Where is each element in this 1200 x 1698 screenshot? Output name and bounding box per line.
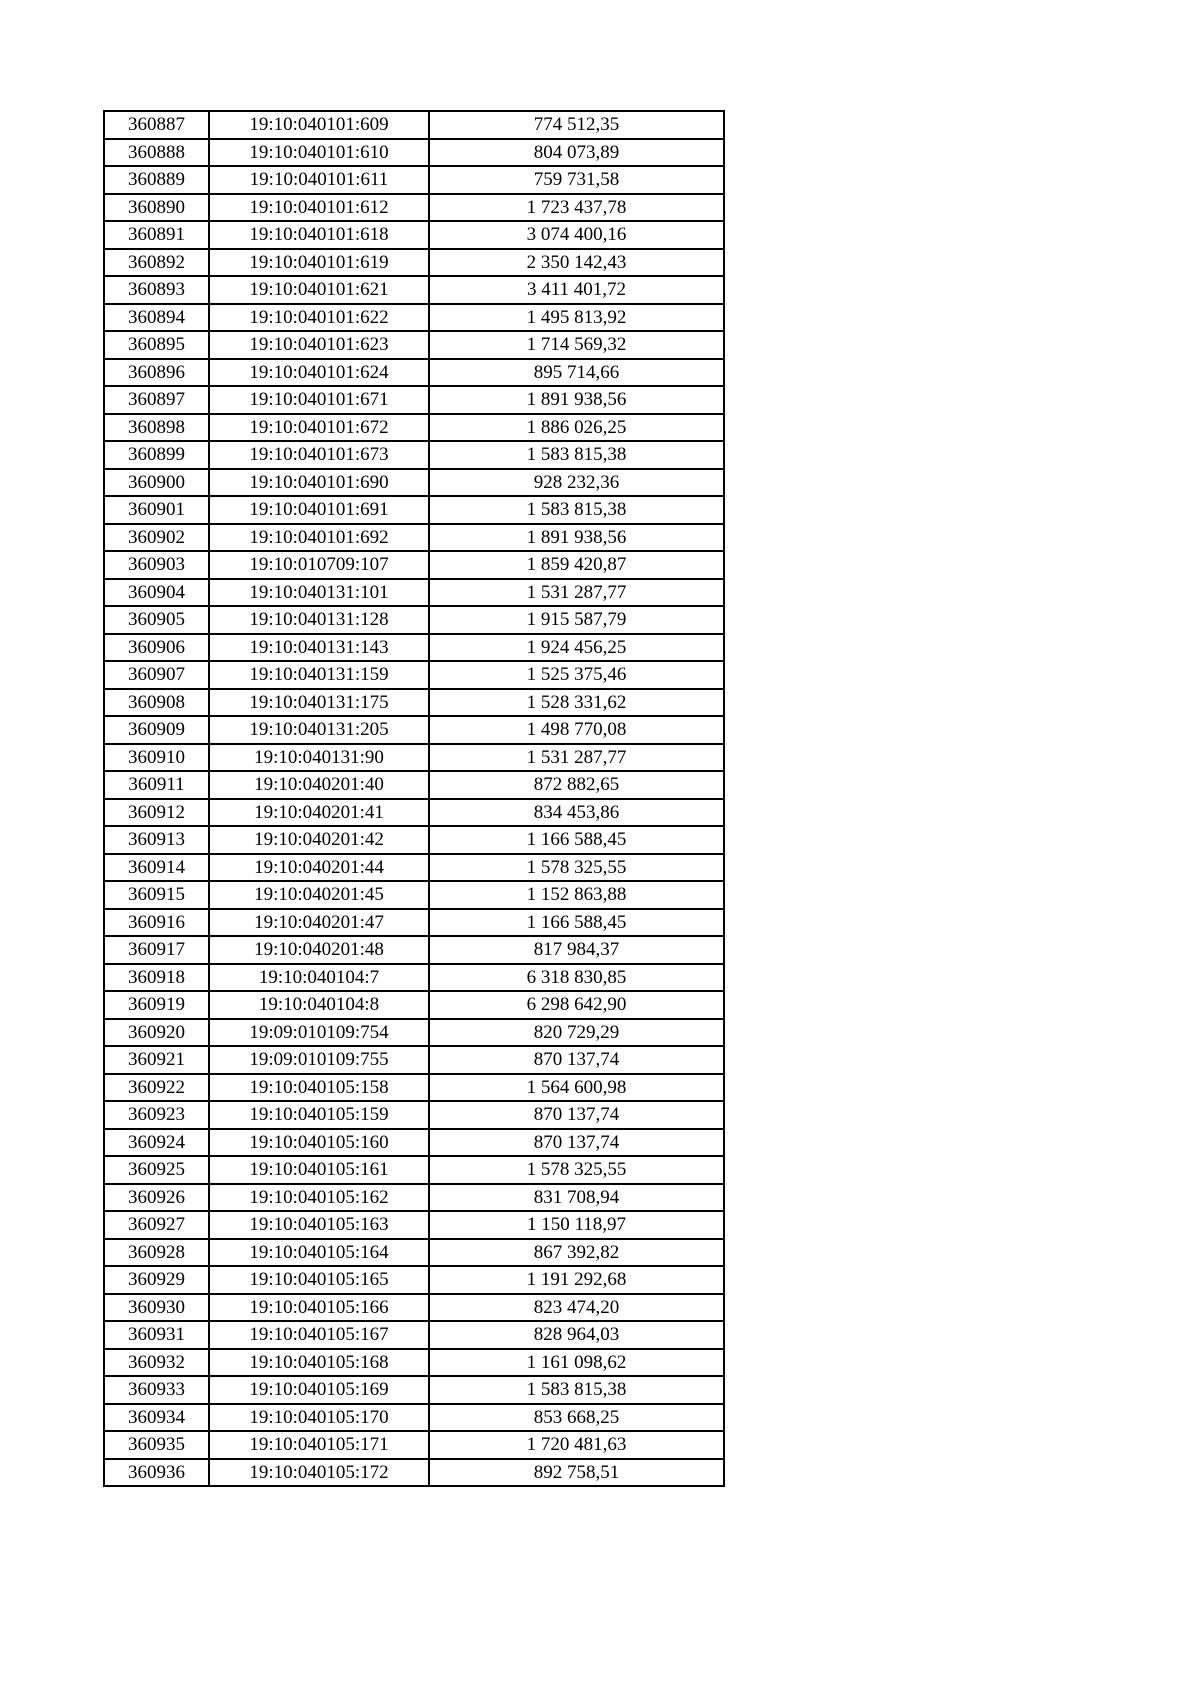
cadastral-value-cell: 928 232,36 xyxy=(429,469,724,497)
row-number-cell: 360900 xyxy=(104,469,209,497)
table-row xyxy=(104,469,724,497)
row-number-cell: 360912 xyxy=(104,799,209,827)
table-row xyxy=(104,1376,724,1404)
table-row xyxy=(104,496,724,524)
cadastral-number-cell: 19:10:040131:175 xyxy=(209,689,429,717)
table-row xyxy=(104,1074,724,1102)
cadastral-number-cell: 19:10:040131:159 xyxy=(209,661,429,689)
cadastral-value-cell: 1 495 813,92 xyxy=(429,304,724,332)
cadastral-number-cell: 19:10:040101:622 xyxy=(209,304,429,332)
cadastral-value-cell: 1 886 026,25 xyxy=(429,414,724,442)
table-row xyxy=(104,634,724,662)
row-number-cell: 360905 xyxy=(104,606,209,634)
table-row xyxy=(104,166,724,194)
row-number-cell: 360933 xyxy=(104,1376,209,1404)
cadastral-number-cell: 19:10:040201:47 xyxy=(209,909,429,937)
cadastral-value-cell: 1 583 815,38 xyxy=(429,496,724,524)
cadastral-value-cell: 3 411 401,72 xyxy=(429,276,724,304)
row-number-cell: 360889 xyxy=(104,166,209,194)
cadastral-number-cell: 19:10:040105:171 xyxy=(209,1431,429,1459)
cadastral-value-cell: 1 723 437,78 xyxy=(429,194,724,222)
cadastral-value-cell: 834 453,86 xyxy=(429,799,724,827)
cadastral-number-cell: 19:10:040104:8 xyxy=(209,991,429,1019)
row-number-cell: 360902 xyxy=(104,524,209,552)
cadastral-value-cell: 892 758,51 xyxy=(429,1459,724,1487)
table-row xyxy=(104,221,724,249)
cadastral-number-cell: 19:10:040101:671 xyxy=(209,386,429,414)
cadastral-value-cell: 828 964,03 xyxy=(429,1321,724,1349)
cadastral-number-cell: 19:10:040101:611 xyxy=(209,166,429,194)
cadastral-value-cell: 1 583 815,38 xyxy=(429,1376,724,1404)
row-number-cell: 360888 xyxy=(104,139,209,167)
table-row xyxy=(104,606,724,634)
row-number-cell: 360890 xyxy=(104,194,209,222)
cadastral-number-cell: 19:10:040105:161 xyxy=(209,1156,429,1184)
table-row xyxy=(104,111,724,139)
cadastral-number-cell: 19:10:040101:691 xyxy=(209,496,429,524)
row-number-cell: 360936 xyxy=(104,1459,209,1487)
cadastral-value-cell: 6 298 642,90 xyxy=(429,991,724,1019)
cadastral-number-cell: 19:10:040101:672 xyxy=(209,414,429,442)
row-number-cell: 360916 xyxy=(104,909,209,937)
table-row xyxy=(104,304,724,332)
cadastral-value-table xyxy=(103,110,725,1487)
row-number-cell: 360914 xyxy=(104,854,209,882)
table-row xyxy=(104,359,724,387)
cadastral-number-cell: 19:10:040105:172 xyxy=(209,1459,429,1487)
cadastral-value-cell: 6 318 830,85 xyxy=(429,964,724,992)
table-row xyxy=(104,826,724,854)
cadastral-value-cell: 1 152 863,88 xyxy=(429,881,724,909)
cadastral-number-cell: 19:10:040101:692 xyxy=(209,524,429,552)
cadastral-number-cell: 19:10:040101:673 xyxy=(209,441,429,469)
cadastral-value-cell: 1 915 587,79 xyxy=(429,606,724,634)
cadastral-value-cell: 1 564 600,98 xyxy=(429,1074,724,1102)
row-number-cell: 360930 xyxy=(104,1294,209,1322)
cadastral-number-cell: 19:10:040201:44 xyxy=(209,854,429,882)
table-row xyxy=(104,1046,724,1074)
row-number-cell: 360920 xyxy=(104,1019,209,1047)
table-row xyxy=(104,194,724,222)
cadastral-value-cell: 804 073,89 xyxy=(429,139,724,167)
table-row xyxy=(104,1129,724,1157)
row-number-cell: 360909 xyxy=(104,716,209,744)
cadastral-number-cell: 19:10:040101:623 xyxy=(209,331,429,359)
cadastral-number-cell: 19:10:040131:205 xyxy=(209,716,429,744)
cadastral-value-cell: 817 984,37 xyxy=(429,936,724,964)
row-number-cell: 360925 xyxy=(104,1156,209,1184)
cadastral-number-cell: 19:09:010109:754 xyxy=(209,1019,429,1047)
table-row xyxy=(104,551,724,579)
table-row xyxy=(104,1184,724,1212)
cadastral-number-cell: 19:10:040104:7 xyxy=(209,964,429,992)
row-number-cell: 360931 xyxy=(104,1321,209,1349)
table-row xyxy=(104,1404,724,1432)
cadastral-number-cell: 19:10:040105:158 xyxy=(209,1074,429,1102)
cadastral-number-cell: 19:10:040131:143 xyxy=(209,634,429,662)
row-number-cell: 360911 xyxy=(104,771,209,799)
row-number-cell: 360896 xyxy=(104,359,209,387)
cadastral-number-cell: 19:10:040101:624 xyxy=(209,359,429,387)
cadastral-number-cell: 19:10:040201:48 xyxy=(209,936,429,964)
row-number-cell: 360924 xyxy=(104,1129,209,1157)
table-row xyxy=(104,524,724,552)
cadastral-value-cell: 870 137,74 xyxy=(429,1046,724,1074)
row-number-cell: 360893 xyxy=(104,276,209,304)
row-number-cell: 360897 xyxy=(104,386,209,414)
row-number-cell: 360923 xyxy=(104,1101,209,1129)
cadastral-number-cell: 19:10:040101:618 xyxy=(209,221,429,249)
table-row xyxy=(104,441,724,469)
table-row xyxy=(104,881,724,909)
cadastral-value-cell: 870 137,74 xyxy=(429,1101,724,1129)
row-number-cell: 360928 xyxy=(104,1239,209,1267)
cadastral-number-cell: 19:10:040105:165 xyxy=(209,1266,429,1294)
cadastral-value-cell: 1 531 287,77 xyxy=(429,579,724,607)
table-row xyxy=(104,909,724,937)
cadastral-number-cell: 19:10:040201:42 xyxy=(209,826,429,854)
table-row xyxy=(104,1266,724,1294)
cadastral-value-cell: 820 729,29 xyxy=(429,1019,724,1047)
cadastral-number-cell: 19:10:040105:169 xyxy=(209,1376,429,1404)
cadastral-number-cell: 19:10:040105:162 xyxy=(209,1184,429,1212)
row-number-cell: 360917 xyxy=(104,936,209,964)
table-row xyxy=(104,1101,724,1129)
cadastral-number-cell: 19:10:040105:167 xyxy=(209,1321,429,1349)
table-row xyxy=(104,276,724,304)
row-number-cell: 360908 xyxy=(104,689,209,717)
cadastral-number-cell: 19:10:040105:168 xyxy=(209,1349,429,1377)
table-row xyxy=(104,1349,724,1377)
table-row xyxy=(104,964,724,992)
cadastral-number-cell: 19:10:040101:610 xyxy=(209,139,429,167)
table-row xyxy=(104,936,724,964)
row-number-cell: 360892 xyxy=(104,249,209,277)
row-number-cell: 360915 xyxy=(104,881,209,909)
cadastral-number-cell: 19:10:040105:160 xyxy=(209,1129,429,1157)
cadastral-value-cell: 1 531 287,77 xyxy=(429,744,724,772)
row-number-cell: 360904 xyxy=(104,579,209,607)
cadastral-value-cell: 1 720 481,63 xyxy=(429,1431,724,1459)
cadastral-value-cell: 872 882,65 xyxy=(429,771,724,799)
row-number-cell: 360906 xyxy=(104,634,209,662)
row-number-cell: 360918 xyxy=(104,964,209,992)
table-row xyxy=(104,771,724,799)
table-row xyxy=(104,1239,724,1267)
row-number-cell: 360934 xyxy=(104,1404,209,1432)
cadastral-value-cell: 774 512,35 xyxy=(429,111,724,139)
table-row xyxy=(104,1156,724,1184)
cadastral-value-cell: 1 528 331,62 xyxy=(429,689,724,717)
cadastral-number-cell: 19:10:040105:159 xyxy=(209,1101,429,1129)
cadastral-value-cell: 3 074 400,16 xyxy=(429,221,724,249)
row-number-cell: 360913 xyxy=(104,826,209,854)
cadastral-value-cell: 1 166 588,45 xyxy=(429,909,724,937)
row-number-cell: 360922 xyxy=(104,1074,209,1102)
cadastral-number-cell: 19:10:040101:690 xyxy=(209,469,429,497)
cadastral-value-cell: 853 668,25 xyxy=(429,1404,724,1432)
table-body xyxy=(104,111,724,1486)
table-row xyxy=(104,1431,724,1459)
cadastral-value-cell: 759 731,58 xyxy=(429,166,724,194)
table-row xyxy=(104,139,724,167)
table-row xyxy=(104,414,724,442)
row-number-cell: 360895 xyxy=(104,331,209,359)
cadastral-number-cell: 19:09:010109:755 xyxy=(209,1046,429,1074)
row-number-cell: 360921 xyxy=(104,1046,209,1074)
cadastral-value-cell: 831 708,94 xyxy=(429,1184,724,1212)
cadastral-value-cell: 1 150 118,97 xyxy=(429,1211,724,1239)
cadastral-number-cell: 19:10:040105:163 xyxy=(209,1211,429,1239)
row-number-cell: 360887 xyxy=(104,111,209,139)
row-number-cell: 360903 xyxy=(104,551,209,579)
row-number-cell: 360919 xyxy=(104,991,209,1019)
cadastral-value-cell: 1 578 325,55 xyxy=(429,854,724,882)
cadastral-value-cell: 1 525 375,46 xyxy=(429,661,724,689)
table-row xyxy=(104,991,724,1019)
cadastral-number-cell: 19:10:040101:612 xyxy=(209,194,429,222)
cadastral-value-cell: 2 350 142,43 xyxy=(429,249,724,277)
row-number-cell: 360899 xyxy=(104,441,209,469)
cadastral-number-cell: 19:10:040101:621 xyxy=(209,276,429,304)
table-row xyxy=(104,744,724,772)
cadastral-number-cell: 19:10:040131:90 xyxy=(209,744,429,772)
cadastral-number-cell: 19:10:040131:101 xyxy=(209,579,429,607)
cadastral-number-cell: 19:10:010709:107 xyxy=(209,551,429,579)
table-row xyxy=(104,1211,724,1239)
cadastral-value-cell: 1 714 569,32 xyxy=(429,331,724,359)
row-number-cell: 360935 xyxy=(104,1431,209,1459)
cadastral-number-cell: 19:10:040131:128 xyxy=(209,606,429,634)
cadastral-value-cell: 1 859 420,87 xyxy=(429,551,724,579)
row-number-cell: 360907 xyxy=(104,661,209,689)
table-row xyxy=(104,331,724,359)
cadastral-value-cell: 1 891 938,56 xyxy=(429,524,724,552)
cadastral-value-cell: 1 583 815,38 xyxy=(429,441,724,469)
cadastral-number-cell: 19:10:040105:170 xyxy=(209,1404,429,1432)
table-row xyxy=(104,689,724,717)
table-row xyxy=(104,386,724,414)
row-number-cell: 360901 xyxy=(104,496,209,524)
row-number-cell: 360932 xyxy=(104,1349,209,1377)
cadastral-value-cell: 1 924 456,25 xyxy=(429,634,724,662)
cadastral-value-cell: 870 137,74 xyxy=(429,1129,724,1157)
cadastral-number-cell: 19:10:040201:40 xyxy=(209,771,429,799)
cadastral-value-cell: 1 191 292,68 xyxy=(429,1266,724,1294)
cadastral-value-cell: 1 161 098,62 xyxy=(429,1349,724,1377)
table-row xyxy=(104,1019,724,1047)
cadastral-value-cell: 1 498 770,08 xyxy=(429,716,724,744)
table-row xyxy=(104,1459,724,1487)
table-row xyxy=(104,579,724,607)
table-row xyxy=(104,799,724,827)
cadastral-number-cell: 19:10:040101:619 xyxy=(209,249,429,277)
row-number-cell: 360927 xyxy=(104,1211,209,1239)
row-number-cell: 360926 xyxy=(104,1184,209,1212)
row-number-cell: 360891 xyxy=(104,221,209,249)
table-row xyxy=(104,1294,724,1322)
cadastral-value-cell: 1 891 938,56 xyxy=(429,386,724,414)
cadastral-number-cell: 19:10:040105:166 xyxy=(209,1294,429,1322)
cadastral-value-cell: 895 714,66 xyxy=(429,359,724,387)
row-number-cell: 360910 xyxy=(104,744,209,772)
table-row xyxy=(104,1321,724,1349)
table-row xyxy=(104,716,724,744)
cadastral-number-cell: 19:10:040201:45 xyxy=(209,881,429,909)
row-number-cell: 360898 xyxy=(104,414,209,442)
cadastral-number-cell: 19:10:040201:41 xyxy=(209,799,429,827)
table-row xyxy=(104,249,724,277)
row-number-cell: 360929 xyxy=(104,1266,209,1294)
cadastral-value-cell: 823 474,20 xyxy=(429,1294,724,1322)
cadastral-value-cell: 867 392,82 xyxy=(429,1239,724,1267)
table-row xyxy=(104,661,724,689)
cadastral-number-cell: 19:10:040101:609 xyxy=(209,111,429,139)
cadastral-number-cell: 19:10:040105:164 xyxy=(209,1239,429,1267)
cadastral-value-cell: 1 578 325,55 xyxy=(429,1156,724,1184)
table-row xyxy=(104,854,724,882)
row-number-cell: 360894 xyxy=(104,304,209,332)
cadastral-value-cell: 1 166 588,45 xyxy=(429,826,724,854)
